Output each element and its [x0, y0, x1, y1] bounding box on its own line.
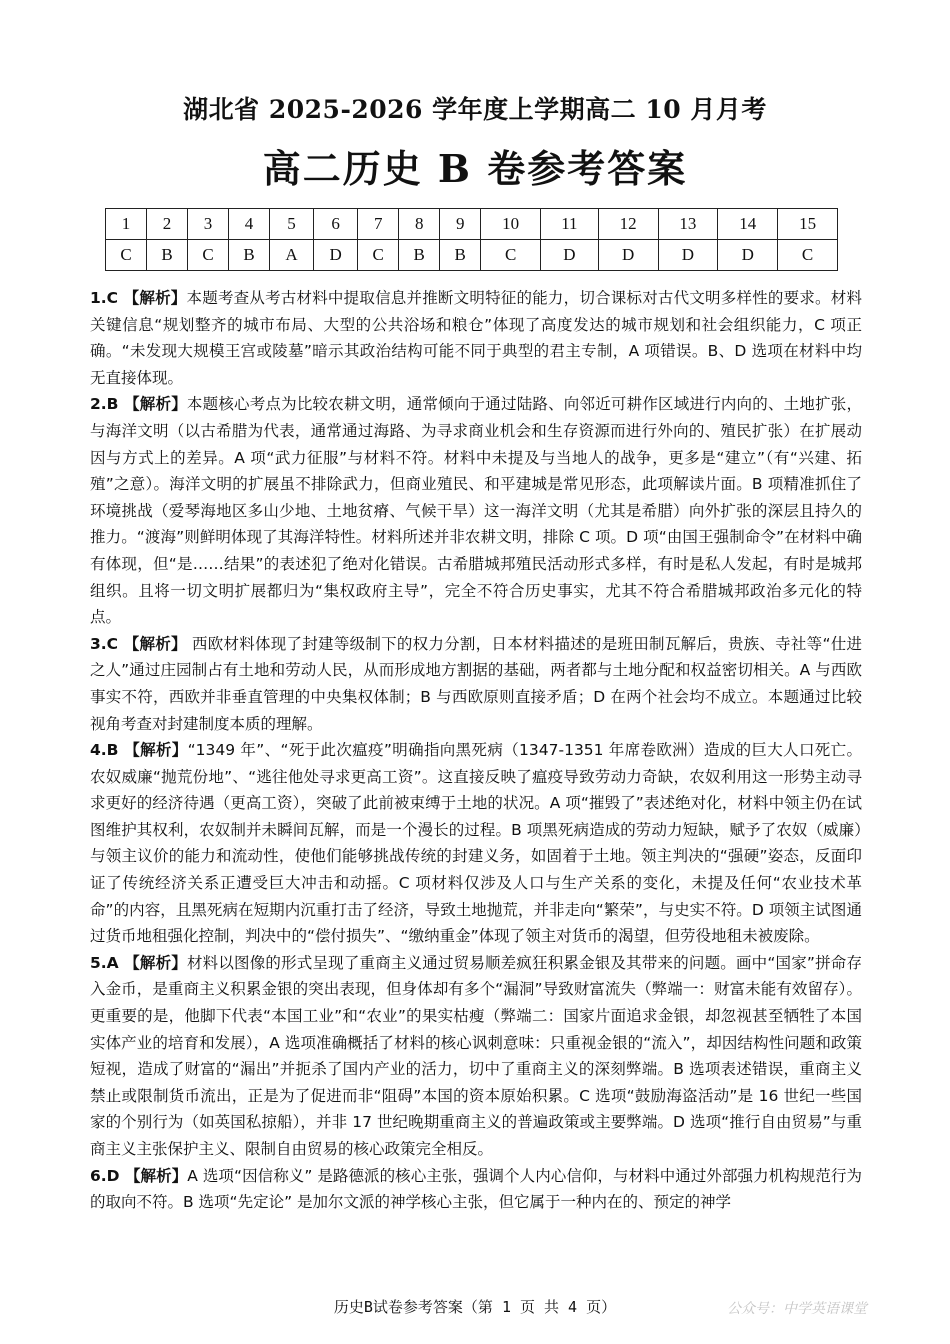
explanation-3 — [90, 631, 862, 737]
explanation-text: 材料以图像的形式呈现了重商主义通过贸易顺差疯狂积累金银及其带来的问题。画中“国家”拼命存入金币，是重商主义积累金银的突出表现，但身体却有多个“漏洞”导致财富流失（弊端一：财富未能有效留存）。更重要的是，他脚下代表“本国工业”和“农业”的果实枯瘦（弊端二：国家片面追求金银，却忽视甚至牺牲了本国实体产业的培育和发展），A 选项准确概括了材料的核心讽刺意味：只重视金银的“流入”，却因结构性问题和政策短视，造成了财富的“漏出”并扼杀了国内产业的活力，切中了重商主义的深刻弊端。B 选项表述错误，重商主义禁止或限制货币流出，正是为了促进而非“阻碍”本国的资本原始积累。C 选项“鼓励海盗活动”是 16 世纪一些国家的个别行为（如英国私掠船），并非 17 世纪晚期重商主义的普遍政策或主要弊端。D 选项“推行自由贸易”与重商主义主张保护主义、限制自由贸易的核心政策完全相反。 — [90, 953, 862, 1158]
answer-row — [106, 240, 838, 271]
explanation-label: 3.C 【解析】 — [90, 634, 187, 653]
explanation-label: 1.C 【解析】 — [90, 289, 187, 307]
answer-cell: A — [270, 240, 314, 271]
explanation-text: 本题考查从考古材料中提取信息并推断文明特征的能力，切合课标对古代文明多样性的要求。材料关键信息“规划整齐的城市布局、大型的公共浴场和粮仓”体现了高度发达的城市规划和社会组织能力，C 项正确。“未发现大规模王宫或陵墓”暗示其政治结构可能不同于典型的君主专制，A 项错误。B、D 选项在材料中均无直接体现。 — [90, 289, 862, 387]
answer-cell: D — [598, 240, 658, 271]
explanation-text: A 选项“因信称义” 是路德派的核心主张，强调个人内心信仰，与材料中通过外部强力机构规范行为的取向不符。B 选项“先定论” 是加尔文派的神学核心主张，但它属于一种内在的、预定的神学 — [90, 1166, 863, 1212]
question-number: 6 — [314, 209, 358, 240]
answer-cell: C — [188, 240, 229, 271]
explanation-text: 西欧材料体现了封建等级制下的权力分割，日本材料描述的是班田制瓦解后，贵族、寺社等“仕进之人”通过庄园制占有土地和劳动人民，从而形成地方割据的基础，两者都与土地分配和权益密切相关。A 与西欧事实不符，西欧并非垂直管理的中央集权体制；B 与西欧原则直接矛盾；D 在两个社会均不成立。本题通过比较视角考查对封建制度本质的理解。 — [90, 634, 862, 733]
question-number: 8 — [399, 209, 440, 240]
explanation-label: 6.D 【解析】 — [90, 1166, 188, 1185]
explanation-4 — [90, 737, 862, 950]
explanation-text: 本题核心考点为比较农耕文明，通常倾向于通过陆路、向邻近可耕作区域进行内向的、土地扩张，与海洋文明（以古希腊为代表，通常通过海路、为寻求商业机会和生存资源而进行外向的、殖民扩张）在扩展动因与方式上的差异。A 项“武力征服”与材料不符。材料中未提及与当地人的战争，更多是“建立”（有“兴建、拓殖”之意）。海洋文明的扩展虽不排除武力，但商业殖民、和平建城是常见形态，此项解读片面。B 项精准抓住了环境挑战（爱琴海地区多山少地、土地贫瘠、气候干旱）这一海洋文明（尤其是希腊）向外扩张的深层且持久的推力。“渡海”则鲜明体现了其海洋特性。材料所述并非农耕文明，排除 C 项。D 项“由国王强制命令”在材料中确有体现，但“是……结果”的表述犯了绝对化错误。古希腊城邦殖民活动形式多样，有时是私人发起，有时是城邦组织。且将一切文明扩展都归为“集权政府主导”，完全不符合历史事实，尤其不符合希腊城邦政治多元化的特点。 — [90, 395, 862, 627]
question-number: 13 — [658, 209, 718, 240]
question-number: 10 — [481, 209, 541, 240]
question-number: 5 — [270, 209, 314, 240]
answer-cell: B — [440, 240, 481, 271]
explanation-5 — [90, 950, 862, 1163]
explanation-6 — [90, 1163, 862, 1216]
answer-table — [105, 208, 838, 271]
explanation-2 — [90, 391, 862, 630]
question-number: 4 — [229, 209, 270, 240]
answer-cell: C — [106, 240, 147, 271]
answer-cell: D — [718, 240, 778, 271]
explanation-1 — [90, 285, 862, 391]
exam-subtitle: 湖北省 2025-2026 学年度上学期高二 10 月月考 — [183, 95, 767, 124]
question-number: 2 — [147, 209, 188, 240]
question-number-row — [106, 209, 838, 240]
explanation-label: 5.A 【解析】 — [90, 953, 187, 972]
question-number: 3 — [188, 209, 229, 240]
answer-cell: C — [358, 240, 399, 271]
explanation-label: 2.B 【解析】 — [90, 395, 187, 414]
exam-title: 高二历史 B 卷参考答案 — [262, 146, 688, 191]
question-number: 15 — [778, 209, 838, 240]
answer-cell: B — [229, 240, 270, 271]
question-number: 7 — [358, 209, 399, 240]
question-number: 14 — [718, 209, 778, 240]
question-number: 11 — [541, 209, 599, 240]
answer-cell: D — [658, 240, 718, 271]
answer-cell: B — [147, 240, 188, 271]
answer-cell: B — [399, 240, 440, 271]
question-number: 1 — [106, 209, 147, 240]
explanation-label: 4.B 【解析】 — [90, 741, 188, 760]
question-number: 12 — [598, 209, 658, 240]
page-footer: 历史B试卷参考答案（第 1 页 共 4 页） — [333, 1298, 617, 1316]
answer-cell: D — [314, 240, 358, 271]
answer-cell: C — [481, 240, 541, 271]
answer-cell: C — [778, 240, 838, 271]
explanation-text: “1349 年”、“死于此次瘟疫”明确指向黑死病（1347-1351 年席卷欧洲）造成的巨大人口死亡。农奴威廉“抛荒份地”、“逃往他处寻求更高工资”。这直接反映了瘟疫导致劳动力奇缺，农奴利用这一形势主动寻求更好的经济待遇（更高工资），突破了此前被束缚于土地的状况。A 项“摧毁了”表述绝对化，材料中领主仍在试图维护其权利，农奴制并未瞬间瓦解，而是一个漫长的过程。B 项黑死病造成的劳动力短缺，赋予了农奴（威廉）与领主议价的能力和流动性，使他们能够挑战传统的封建义务，如固着于土地。领主判决的“强硬”姿态，反面印证了传统经济关系正遭受巨大冲击和动摇。C 项材料仅涉及人口与生产关系的变化，未提及任何“农业技术革命”的内容，且黑死病在短期内沉重打击了经济，导致土地抛荒，并非走向“繁荣”，与史实不符。D 项领主试图通过货币地租强化控制，判决中的“偿付损失”、“缴纳重金”体现了领主对货币的渴望，但劳役地租未被废除。 — [90, 741, 862, 946]
watermark: 公众号：中学英语课堂 — [727, 1301, 867, 1317]
question-number: 9 — [440, 209, 481, 240]
explanation-section — [90, 285, 862, 1216]
answer-cell: D — [541, 240, 599, 271]
